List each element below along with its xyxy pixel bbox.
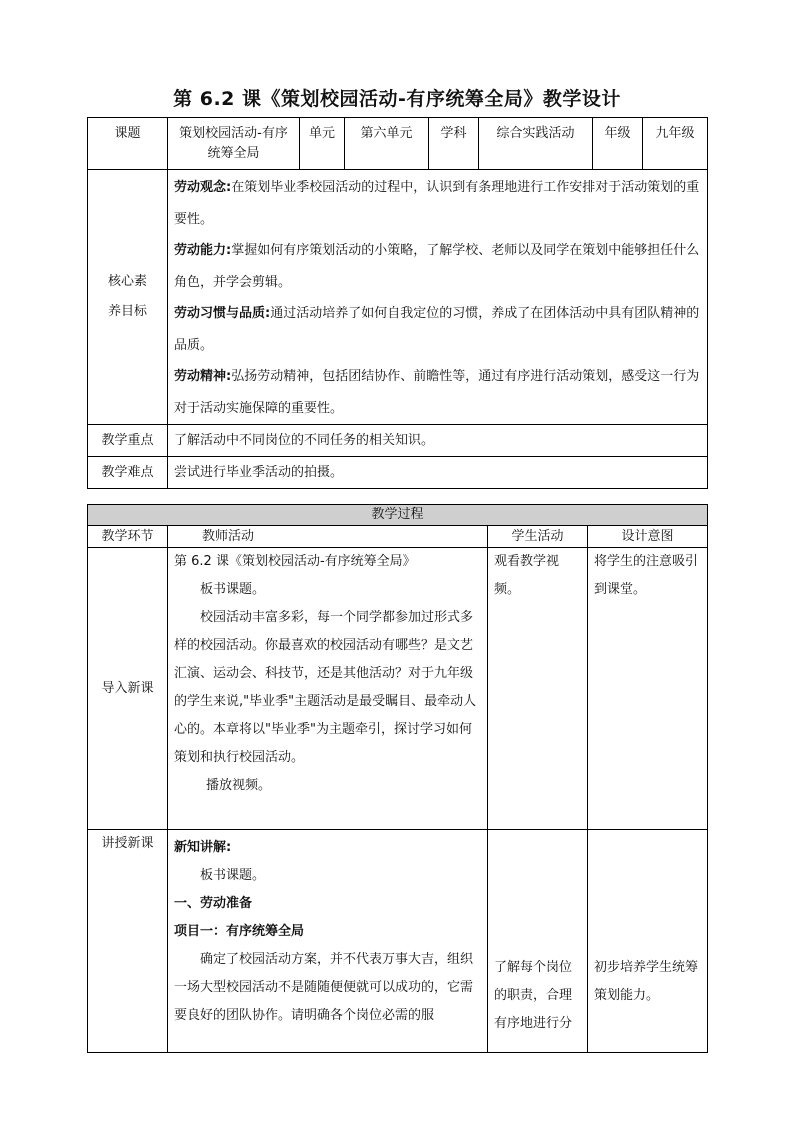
page-title: 第 6.2 课《策划校园活动-有序统筹全局》教学设计: [173, 88, 621, 110]
course-value: 策划校园活动-有序统筹全局: [168, 118, 300, 170]
intent-new: [588, 830, 708, 1053]
difficulty-value: 尝试进行毕业季活动的拍摄。: [168, 457, 708, 489]
core-label-line2: 养目标: [107, 304, 147, 319]
teacher-text: 第 6.2 课《策划校园活动-有序统筹全局》: [174, 554, 416, 569]
intent-intro: 将学生的注意吸引到课堂。: [588, 548, 708, 830]
lesson-info-table: [87, 117, 708, 489]
subject-value: 综合实践活动: [479, 118, 593, 170]
core-item-head: 劳动能力:: [174, 243, 232, 258]
teacher-text: 确定了校园活动方案，并不代表万事大吉，组织一场大型校园活动不是随随便便就可以成功的，它需要良好的团队协作。请明确各个岗位必需的服: [174, 952, 474, 1023]
col-intent: 设计意图: [588, 526, 708, 548]
teacher-head: 新知讲解:: [174, 840, 232, 855]
subject-label: 学科: [429, 118, 479, 170]
course-label: 课题: [88, 118, 168, 170]
core-item-text: 通过活动培养了如何自我定位的习惯，养成了在团体活动中具有团队精神的品质。: [174, 306, 700, 353]
col-teacher: 教师活动: [168, 526, 488, 548]
teacher-text: 板书课题。: [200, 868, 266, 883]
core-item: [174, 298, 701, 361]
teacher-text: 板书课题。: [200, 582, 266, 597]
core-objectives: [168, 170, 708, 425]
teacher-intro: [168, 548, 488, 830]
teacher-new: [168, 830, 488, 1053]
unit-value: 第六单元: [345, 118, 429, 170]
section-title: 一、劳动准备: [174, 896, 253, 911]
col-stage: 教学环节: [88, 526, 168, 548]
teacher-text: 校园活动丰富多彩，每一个同学都参加过形式多样的校园活动。你最喜欢的校园活动有哪些？是文艺汇演、运动会、科技节，还是其他活动？对于九年级的学生来说,"毕业季"主题活动是最受瞩目、最牵动人心的。本章将以"毕业季"为主题牵引，探讨学习如何策划和执行校园活动。: [174, 610, 477, 765]
project-title: 项目一：有序统筹全局: [174, 924, 305, 939]
core-item: [174, 172, 701, 235]
core-item-head: 劳动精神:: [174, 369, 232, 384]
core-item: [174, 235, 701, 298]
difficulty-label: 教学难点: [88, 457, 168, 489]
core-item-head: 劳动习惯与品质:: [174, 306, 271, 321]
core-item-text: 弘扬劳动精神，包括团结协作、前瞻性等，通过有序进行活动策划，感受这一行为对于活动实施保障的重要性。: [174, 369, 700, 416]
student-text: 了解每个岗位的职责，合理有序地进行分: [494, 960, 573, 1031]
stage-new: 讲授新课: [88, 830, 168, 1053]
intent-text: 初步培养学生统筹策划能力。: [594, 960, 699, 1003]
student-intro: 观看教学视频。: [488, 548, 588, 830]
teacher-text: 播放视频。: [206, 778, 272, 793]
student-new: [488, 830, 588, 1053]
col-student: 学生活动: [488, 526, 588, 548]
core-item: [174, 361, 701, 424]
process-heading: 教学过程: [88, 505, 708, 526]
unit-label: 单元: [300, 118, 345, 170]
grade-label: 年级: [593, 118, 643, 170]
core-item-text: 在策划毕业季校园活动的过程中，认识到有条理地进行工作安排对于活动策划的重要性。: [174, 180, 700, 227]
core-item-text: 掌握如何有序策划活动的小策略，了解学校、老师以及同学在策划中能够担任什么角色，并学会剪辑。: [174, 243, 700, 290]
core-label-line1: 核心素: [107, 274, 147, 289]
core-item-head: 劳动观念:: [174, 180, 232, 195]
grade-value: 九年级: [643, 118, 708, 170]
stage-intro: 导入新课: [88, 548, 168, 830]
focus-value: 了解活动中不同岗位的不同任务的相关知识。: [168, 425, 708, 457]
process-table: [87, 504, 708, 1053]
core-label: [88, 170, 168, 425]
focus-label: 教学重点: [88, 425, 168, 457]
